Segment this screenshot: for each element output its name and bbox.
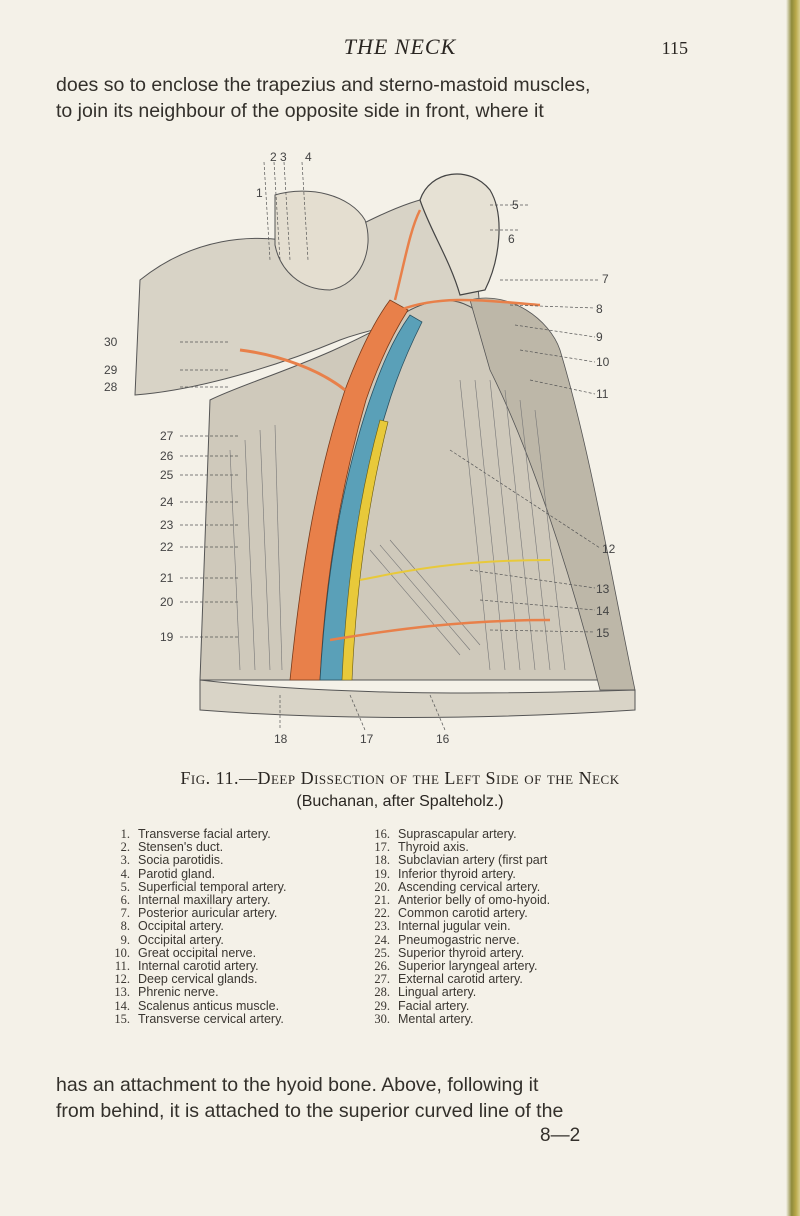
bottom-line-1: has an attachment to the hyoid bone. Above, following it (56, 1074, 539, 1096)
legend-text: Superior laryngeal artery. (398, 959, 538, 974)
legend-number: 18. (374, 853, 390, 868)
legend-item (366, 920, 646, 933)
legend-number: 17. (374, 840, 390, 855)
legend-item (366, 854, 646, 867)
legend-item (106, 854, 346, 867)
legend-number: 13. (114, 985, 130, 1000)
label-18: 18 (274, 732, 288, 746)
legend-item (106, 868, 346, 881)
neck-dissection-illustration (130, 150, 640, 760)
label-24: 24 (160, 495, 174, 509)
legend-number: 22. (374, 906, 390, 921)
legend-number: 27. (374, 972, 390, 987)
legend-item (366, 868, 646, 881)
label-7: 7 (602, 272, 609, 286)
label-27: 27 (160, 429, 174, 443)
legend-number: 9. (120, 932, 130, 947)
legend-text: Thyroid axis. (398, 840, 469, 855)
legend-item (106, 1000, 346, 1013)
legend-text: Deep cervical glands. (138, 972, 258, 987)
figure-caption (0, 768, 800, 789)
legend-number: 2. (120, 840, 130, 855)
caption-fig: Fig. (180, 768, 211, 788)
legend-number: 4. (120, 866, 130, 881)
legend-number: 5. (120, 879, 130, 894)
legend-text: Phrenic nerve. (138, 985, 219, 1000)
legend-text: Stensen's duct. (138, 840, 224, 855)
label-11: 11 (596, 387, 609, 401)
label-19: 19 (160, 630, 174, 644)
legend-number: 25. (374, 945, 390, 960)
label-21: 21 (160, 571, 174, 585)
legend-number: 24. (374, 932, 390, 947)
legend-number: 20. (374, 879, 390, 894)
label-16: 16 (436, 732, 450, 746)
legend-item (106, 920, 346, 933)
legend-number: 11. (114, 959, 130, 974)
label-20: 20 (160, 595, 174, 609)
label-28: 28 (104, 380, 118, 394)
label-4: 4 (305, 150, 312, 164)
figure-credit: (Buchanan, after Spalteholz.) (296, 793, 504, 810)
legend-text: Superficial temporal artery. (138, 879, 287, 894)
legend-text: External carotid artery. (398, 972, 523, 987)
legend-number: 1. (120, 827, 130, 841)
legend-text: Internal maxillary artery. (138, 893, 271, 908)
legend-number: 6. (120, 893, 130, 908)
caption-title: —Deep Dissection of the Left Side of the Neck (238, 768, 620, 788)
legend-number: 30. (374, 1011, 390, 1026)
legend-number: 14. (114, 998, 130, 1013)
legend-item (106, 934, 346, 947)
label-30: 30 (104, 335, 118, 349)
label-22: 22 (160, 540, 174, 554)
label-12: 12 (602, 542, 616, 556)
label-17: 17 (360, 732, 374, 746)
legend-number: 7. (120, 906, 130, 921)
legend-text: Occipital artery. (138, 932, 224, 947)
legend-text: Facial artery. (398, 998, 470, 1013)
anatomical-figure (104, 150, 640, 760)
label-3: 3 (280, 150, 287, 164)
label-1: 1 (256, 186, 263, 200)
book-cover-edge (786, 0, 800, 1216)
legend-number: 12. (114, 972, 130, 987)
legend-right-column (366, 828, 646, 1026)
caption-number: 11. (215, 768, 239, 788)
legend-number: 3. (120, 853, 130, 868)
legend-number: 8. (120, 919, 130, 934)
label-10: 10 (596, 355, 610, 369)
bottom-paragraph (56, 1072, 696, 1124)
legend-text: Internal jugular vein. (398, 919, 511, 934)
legend-text: Inferior thyroid artery. (398, 866, 516, 881)
label-14: 14 (596, 604, 610, 618)
legend-item (106, 986, 346, 999)
label-29: 29 (104, 363, 118, 377)
legend-text: Socia parotidis. (138, 853, 224, 868)
legend-item (366, 1000, 646, 1013)
legend-left-column (106, 828, 346, 1026)
legend-text: Scalenus anticus muscle. (138, 998, 280, 1013)
top-line-2: to join its neighbour of the opposite side in front, where it (56, 100, 544, 122)
legend-text: Great occipital nerve. (138, 945, 257, 960)
legend-text: Superior thyroid artery. (398, 945, 525, 960)
legend-text: Posterior auricular artery. (138, 906, 278, 921)
legend-text: Anterior belly of omo-hyoid. (398, 893, 551, 908)
label-2: 2 (270, 150, 277, 164)
legend-text: Pneumogastric nerve. (398, 932, 520, 947)
label-9: 9 (596, 330, 603, 344)
legend-text: Transverse facial artery. (138, 827, 271, 841)
legend-text: Mental artery. (398, 1011, 474, 1026)
legend-number: 28. (374, 985, 390, 1000)
label-13: 13 (596, 582, 610, 596)
label-25: 25 (160, 468, 174, 482)
legend-number: 19. (374, 866, 390, 881)
label-8: 8 (596, 302, 603, 316)
catchword: 8—2 (540, 1125, 581, 1146)
legend-number: 23. (374, 919, 390, 934)
legend-item (366, 1013, 646, 1026)
legend-number: 15. (114, 1011, 130, 1026)
legend-text: Parotid gland. (138, 866, 216, 881)
legend-text: Occipital artery. (138, 919, 224, 934)
label-23: 23 (160, 518, 174, 532)
legend-number: 10. (114, 945, 130, 960)
label-6: 6 (508, 232, 515, 246)
legend-text: Suprascapular artery. (398, 827, 517, 841)
legend-text: Transverse cervical artery. (138, 1011, 284, 1026)
legend-text: Internal carotid artery. (138, 959, 259, 974)
legend-item (366, 934, 646, 947)
running-head: THE NECK (343, 34, 457, 59)
legend-item (106, 1013, 346, 1026)
label-15: 15 (596, 626, 610, 640)
clavicle-base (200, 680, 635, 718)
legend-item (366, 986, 646, 999)
legend-text: Common carotid artery. (398, 906, 528, 921)
legend-number: 26. (374, 959, 390, 974)
label-5: 5 (512, 198, 519, 212)
bottom-line-2: from behind, it is attached to the superior curved line of the (56, 1100, 564, 1122)
legend-number: 16. (374, 827, 390, 841)
legend-text: Subclavian artery (first part (398, 853, 548, 868)
legend-number: 21. (374, 893, 390, 908)
legend-text: Lingual artery. (398, 985, 477, 1000)
legend-text: Ascending cervical artery. (398, 879, 541, 894)
page-number: 115 (661, 38, 688, 58)
top-paragraph (56, 72, 696, 124)
legend-number: 29. (374, 998, 390, 1013)
top-line-1: does so to enclose the trapezius and sterno-mastoid muscles, (56, 74, 591, 96)
label-26: 26 (160, 449, 174, 463)
